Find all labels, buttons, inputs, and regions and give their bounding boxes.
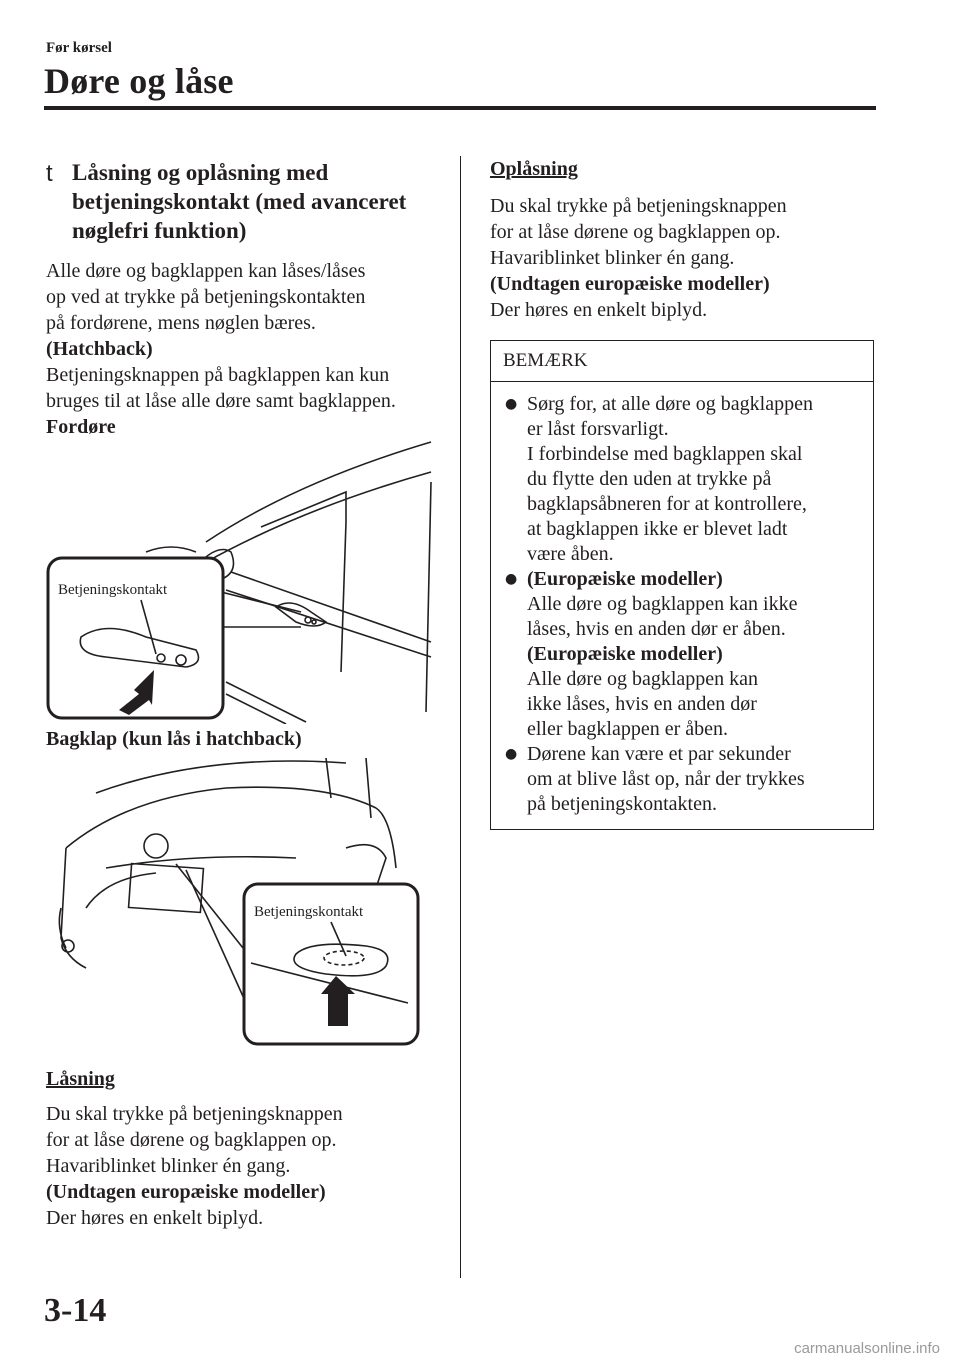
- column-divider: [460, 156, 461, 1278]
- front-door-label: Fordøre: [46, 416, 116, 438]
- hatchback-line: Betjeningsknappen på bagklappen kan kun: [46, 364, 390, 386]
- rear-label: Bagklap (kun lås i hatchback): [46, 728, 302, 750]
- locking-exception-label: (Undtagen europæiske modeller): [46, 1181, 326, 1203]
- unlocking-heading: Oplåsning: [490, 158, 578, 180]
- note-item: [491, 742, 873, 817]
- note-list: [491, 382, 873, 817]
- page-number: 3-14: [44, 1292, 107, 1329]
- figure2-callout: Betjeningskontakt: [254, 904, 364, 920]
- page-title: Døre og låse: [44, 61, 234, 101]
- note-line: Dørene kan være et par sekunder: [527, 743, 791, 765]
- note-item: [491, 392, 873, 567]
- intro-paragraph: [46, 258, 446, 440]
- note-line: bagklapsåbneren for at kontrollere,: [527, 493, 807, 515]
- note-box: [490, 340, 874, 830]
- intro-line: op ved at trykke på betjeningskontakten: [46, 286, 366, 308]
- locking-section: [46, 1068, 343, 1231]
- title-rule: [44, 106, 876, 110]
- intro-line: på fordørene, mens nøglen bæres.: [46, 312, 316, 334]
- locking-line: for at låse dørene og bagklappen op.: [46, 1129, 337, 1151]
- unlocking-exception-text: Der høres en enkelt biplyd.: [490, 299, 708, 321]
- note-line: I forbindelse med bagklappen skal: [527, 443, 803, 465]
- locking-line: Du skal trykke på betjeningsknappen: [46, 1103, 343, 1125]
- locking-heading: Låsning: [46, 1068, 115, 1090]
- unlocking-section: [490, 158, 787, 323]
- unlocking-line: Du skal trykke på betjeningsknappen: [490, 195, 787, 217]
- hatchback-line: bruges til at låse alle døre samt bagklappen.: [46, 390, 396, 412]
- unlocking-line: for at låse dørene og bagklappen op.: [490, 221, 781, 243]
- figure1-callout: Betjeningskontakt: [58, 582, 168, 598]
- unlocking-text: [490, 193, 787, 323]
- locking-text: [46, 1101, 343, 1231]
- locking-line: Havariblinket blinker én gang.: [46, 1155, 291, 1177]
- note-line: Alle døre og bagklappen kan ikke: [527, 593, 798, 615]
- note-line: på betjeningskontakten.: [527, 793, 717, 815]
- note-label: (Europæiske modeller): [527, 568, 723, 590]
- bullet-icon: ●: [505, 396, 518, 412]
- note-line: Alle døre og bagklappen kan: [527, 668, 759, 690]
- note-line: er låst forsvarligt.: [527, 418, 669, 440]
- note-line: være åben.: [527, 543, 614, 565]
- bullet-icon: ●: [505, 571, 518, 587]
- unlocking-line: Havariblinket blinker én gang.: [490, 247, 735, 269]
- note-line: eller bagklappen er åben.: [527, 718, 729, 740]
- intro-line: Alle døre og bagklappen kan låses/låses: [46, 260, 366, 282]
- locking-exception-text: Der høres en enkelt biplyd.: [46, 1207, 264, 1229]
- bullet-icon: ●: [505, 746, 518, 762]
- hatchback-label: (Hatchback): [46, 338, 153, 360]
- front-door-figure: [46, 432, 438, 724]
- watermark: carmanualsonline.info: [794, 1340, 940, 1357]
- note-line: Sørg for, at alle døre og bagklappen: [527, 393, 813, 415]
- note-item: [491, 567, 873, 742]
- section-marker: t: [46, 160, 53, 187]
- note-line: låses, hvis en anden dør er åben.: [527, 618, 786, 640]
- note-line: ikke låses, hvis en anden dør: [527, 693, 757, 715]
- section-heading: Låsning og oplåsning med betjeningskontakt (med avanceret nøglefri funktion): [72, 160, 407, 243]
- unlocking-exception-label: (Undtagen europæiske modeller): [490, 273, 770, 295]
- note-title: BEMÆRK: [491, 341, 873, 382]
- note-line: at bagklappen ikke er blevet ladt: [527, 518, 788, 540]
- tailgate-figure: [46, 758, 426, 1048]
- note-label: (Europæiske modeller): [527, 643, 723, 665]
- note-line: du flytte den uden at trykke på: [527, 468, 772, 490]
- breadcrumb: Før kørsel: [46, 40, 112, 56]
- note-line: om at blive låst op, når der trykkes: [527, 768, 805, 790]
